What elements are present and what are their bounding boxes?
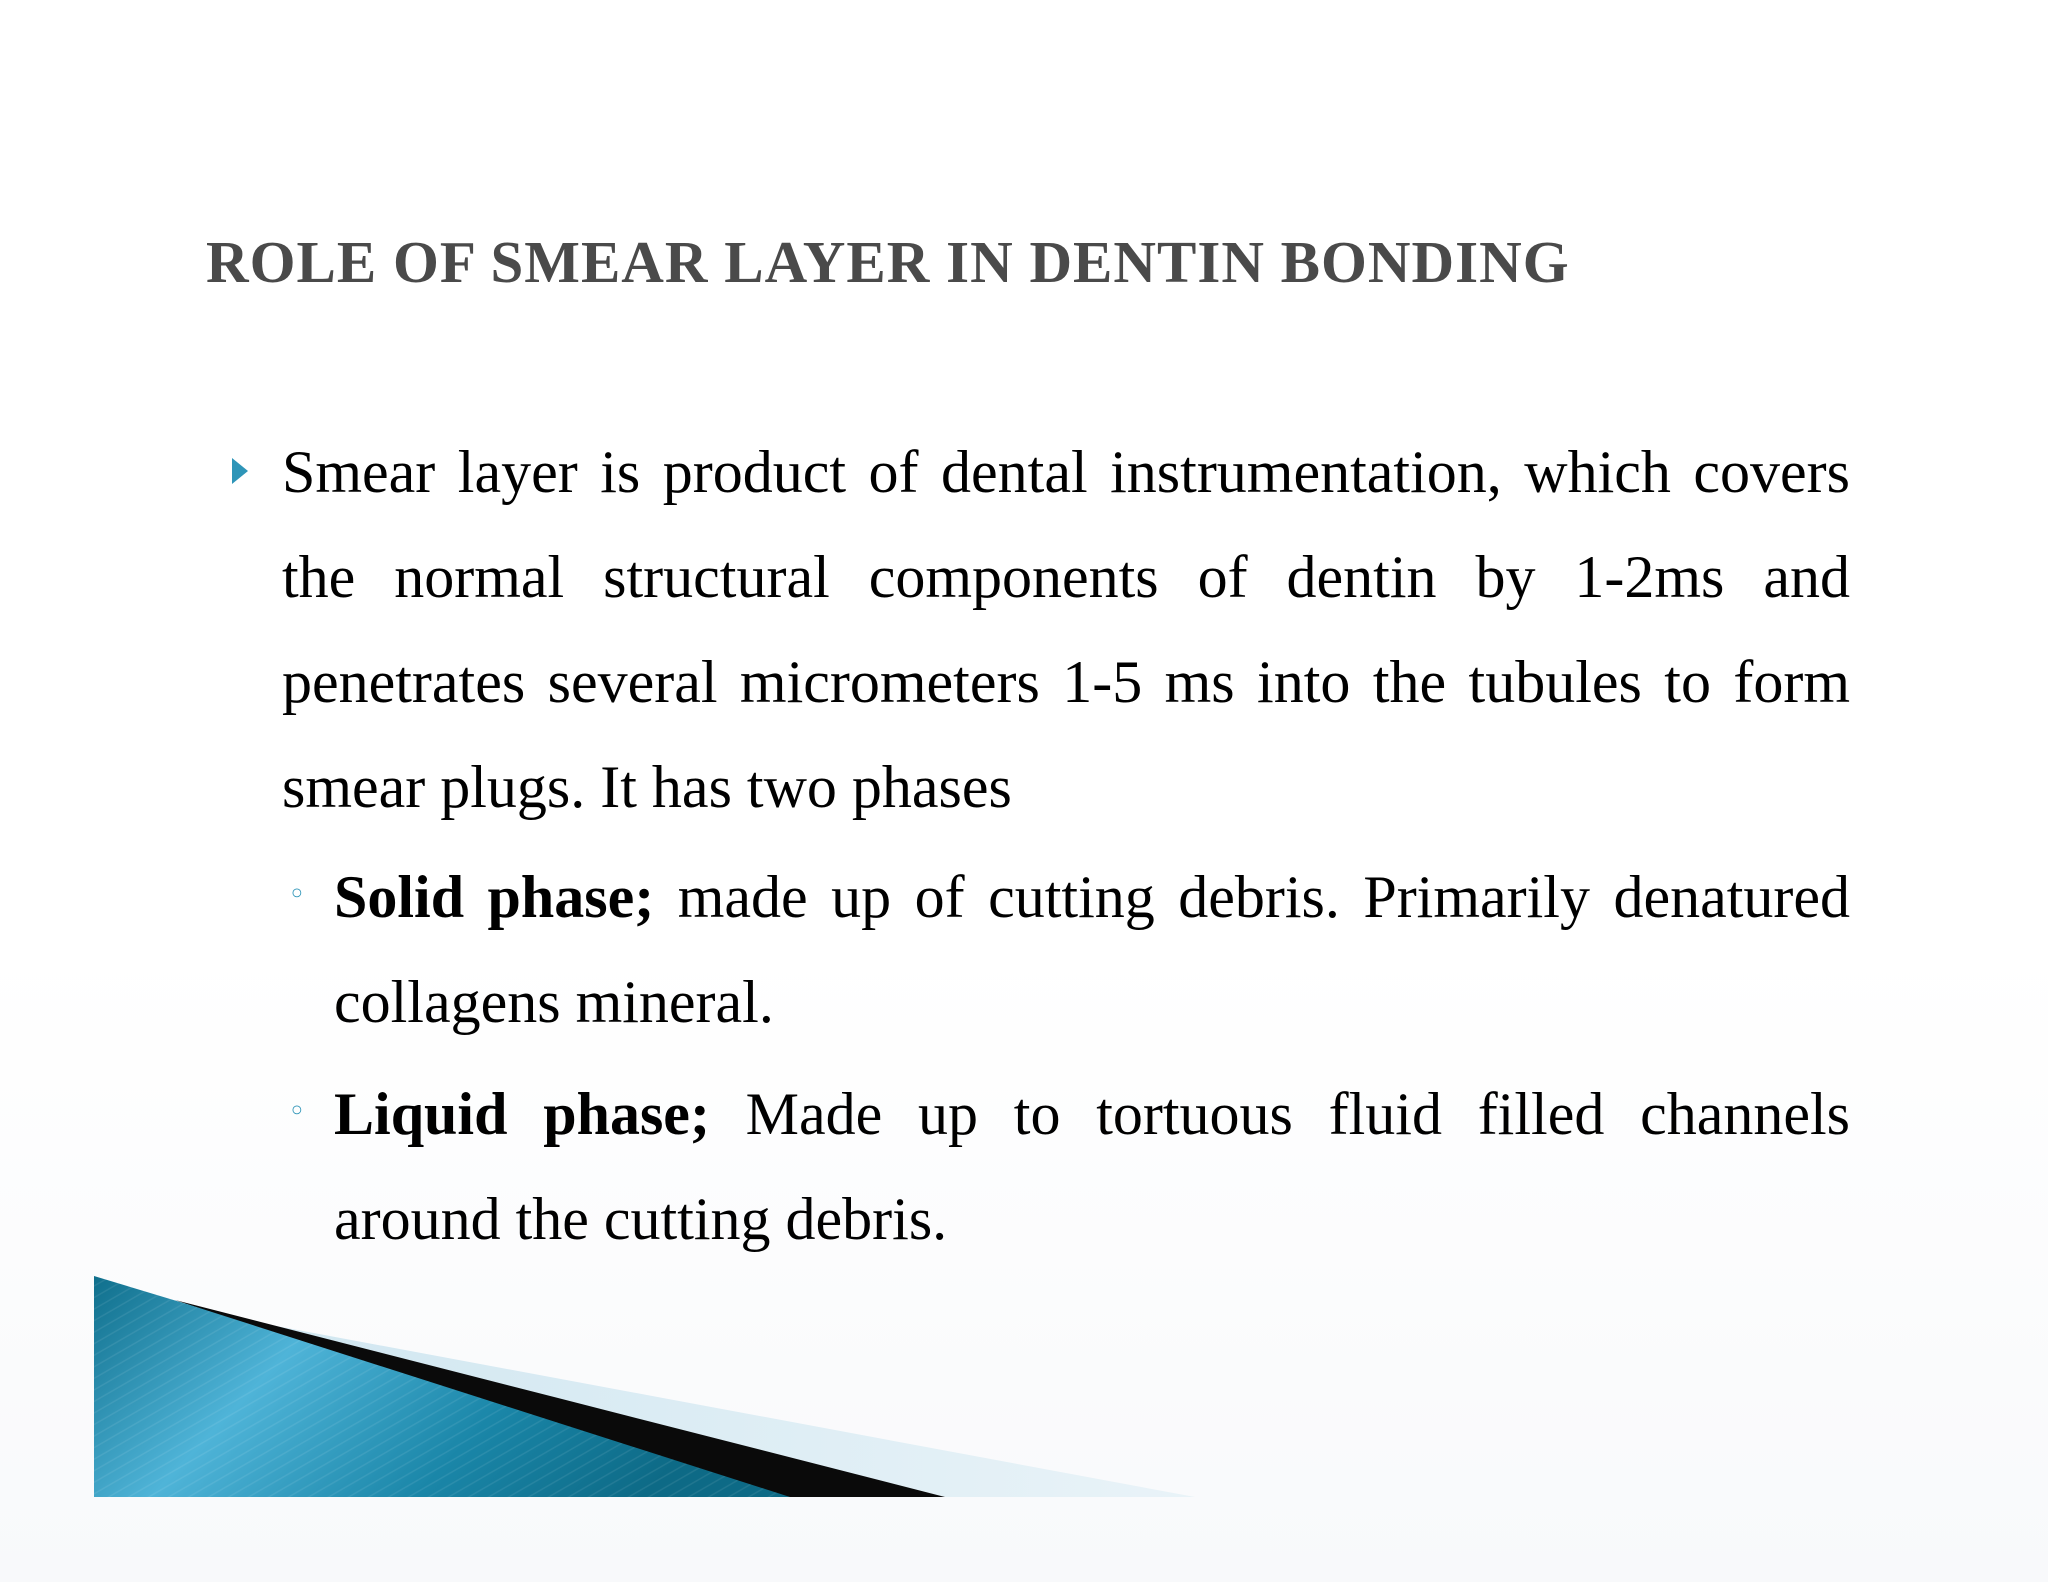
pale-blue-wedge bbox=[190, 1310, 1195, 1497]
teal-wedge bbox=[94, 1276, 790, 1497]
sub-bullet-term: Liquid phase; bbox=[334, 1081, 710, 1147]
black-wedge bbox=[175, 1300, 945, 1497]
circle-bullet-icon: ◦ bbox=[288, 1094, 306, 1129]
slide-title: ROLE OF SMEAR LAYER IN DENTIN BONDING bbox=[206, 229, 1570, 295]
main-bullet-text: Smear layer is product of dental instrumentation, which covers the normal structural components of dentin by 1-2ms and penetrates several micrometers 1-5 ms into the tubules to form smear plugs. It has two phases bbox=[282, 439, 1850, 820]
sub-bullet-solid-phase bbox=[334, 845, 1850, 1055]
circle-bullet-icon: ◦ bbox=[288, 877, 306, 912]
sub-bullet-term: Solid phase; bbox=[334, 864, 655, 930]
sub-bullet-liquid-phase bbox=[334, 1062, 1850, 1272]
triangle-bullet-icon bbox=[228, 456, 254, 486]
sub-bullet-text: Made up to tortuous fluid filled channels around the cutting debris. bbox=[334, 1081, 1850, 1252]
sub-bullet-text: made up of cutting debris. Primarily denatured collagens mineral. bbox=[334, 864, 1850, 1035]
